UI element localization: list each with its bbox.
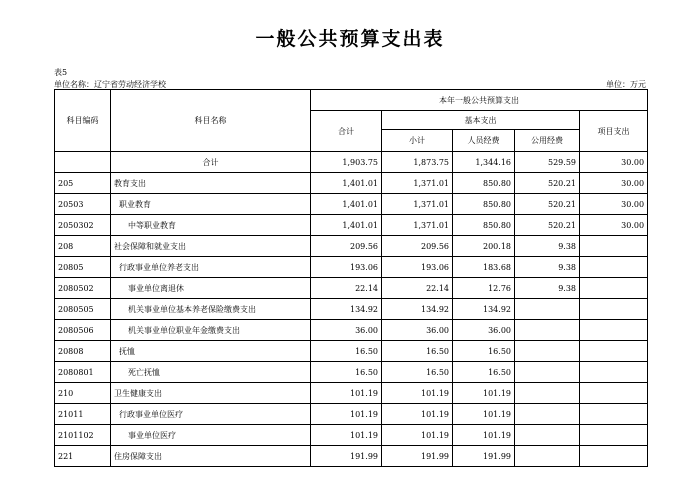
subtotal-cell: 101.19 bbox=[382, 425, 453, 446]
personnel-cell: 134.92 bbox=[453, 299, 515, 320]
total-cell: 16.50 bbox=[311, 362, 382, 383]
table-row bbox=[55, 194, 648, 215]
total-cell: 16.50 bbox=[311, 341, 382, 362]
project-cell: 30.00 bbox=[580, 194, 648, 215]
table-row bbox=[55, 383, 648, 404]
project-cell bbox=[580, 320, 648, 341]
header-current-year: 本年一般公共预算支出 bbox=[311, 90, 648, 111]
table-row bbox=[55, 173, 648, 194]
total-cell: 101.19 bbox=[311, 404, 382, 425]
personnel-cell: 850.80 bbox=[453, 173, 515, 194]
project-cell bbox=[580, 425, 648, 446]
subject-name-cell: 职业教育 bbox=[111, 194, 311, 215]
subtotal-cell: 22.14 bbox=[382, 278, 453, 299]
public-cell bbox=[515, 362, 580, 383]
total-cell: 1,401.01 bbox=[311, 173, 382, 194]
project-cell bbox=[580, 446, 648, 467]
public-cell: 529.59 bbox=[515, 152, 580, 173]
total-cell: 36.00 bbox=[311, 320, 382, 341]
subject-code-cell: 2080801 bbox=[55, 362, 111, 383]
total-cell: 1,401.01 bbox=[311, 194, 382, 215]
total-row bbox=[55, 152, 648, 173]
total-cell: 193.06 bbox=[311, 257, 382, 278]
table-row bbox=[55, 320, 648, 341]
header-basic: 基本支出 bbox=[382, 111, 580, 130]
table-row bbox=[55, 215, 648, 236]
unit-name: 单位名称：辽宁省劳动经济学校 bbox=[54, 80, 166, 89]
table-row bbox=[55, 299, 648, 320]
header-personnel: 人员经费 bbox=[453, 130, 515, 152]
subtotal-cell: 16.50 bbox=[382, 362, 453, 383]
public-cell: 9.38 bbox=[515, 236, 580, 257]
public-cell: 9.38 bbox=[515, 278, 580, 299]
subject-code-cell: 21011 bbox=[55, 404, 111, 425]
total-cell: 101.19 bbox=[311, 425, 382, 446]
project-cell bbox=[580, 404, 648, 425]
project-cell: 30.00 bbox=[580, 173, 648, 194]
currency-unit: 单位：万元 bbox=[606, 80, 646, 89]
public-cell bbox=[515, 383, 580, 404]
subject-code-cell: 2080502 bbox=[55, 278, 111, 299]
personnel-cell: 16.50 bbox=[453, 362, 515, 383]
total-label: 合计 bbox=[111, 152, 311, 173]
public-cell: 520.21 bbox=[515, 173, 580, 194]
subject-code-cell: 2050302 bbox=[55, 215, 111, 236]
public-cell bbox=[515, 299, 580, 320]
subtotal-cell: 36.00 bbox=[382, 320, 453, 341]
subtotal-cell: 1,371.01 bbox=[382, 194, 453, 215]
header-subject-code: 科目编码 bbox=[55, 90, 111, 152]
table-row bbox=[55, 425, 648, 446]
header-subtotal: 小计 bbox=[382, 130, 453, 152]
subtotal-cell: 191.99 bbox=[382, 446, 453, 467]
subject-name-cell: 抚恤 bbox=[111, 341, 311, 362]
personnel-cell: 101.19 bbox=[453, 425, 515, 446]
total-cell: 134.92 bbox=[311, 299, 382, 320]
public-cell bbox=[515, 425, 580, 446]
subject-name-cell: 行政事业单位养老支出 bbox=[111, 257, 311, 278]
subject-code-cell: 2080505 bbox=[55, 299, 111, 320]
project-cell bbox=[580, 383, 648, 404]
personnel-cell: 850.80 bbox=[453, 215, 515, 236]
table-row bbox=[55, 341, 648, 362]
subject-code-cell: 20805 bbox=[55, 257, 111, 278]
personnel-cell: 1,344.16 bbox=[453, 152, 515, 173]
subtotal-cell: 101.19 bbox=[382, 404, 453, 425]
budget-table bbox=[54, 89, 648, 467]
public-cell bbox=[515, 404, 580, 425]
table-row bbox=[55, 278, 648, 299]
subject-name-cell: 行政事业单位医疗 bbox=[111, 404, 311, 425]
subtotal-cell: 1,371.01 bbox=[382, 173, 453, 194]
subtotal-cell: 1,371.01 bbox=[382, 215, 453, 236]
subject-name-cell: 教育支出 bbox=[111, 173, 311, 194]
subject-name-cell: 事业单位医疗 bbox=[111, 425, 311, 446]
subtotal-cell: 209.56 bbox=[382, 236, 453, 257]
table-row bbox=[55, 236, 648, 257]
subject-code-cell: 2080506 bbox=[55, 320, 111, 341]
subtotal-cell: 101.19 bbox=[382, 383, 453, 404]
header-public-funds: 公用经费 bbox=[515, 130, 580, 152]
subject-name-cell: 卫生健康支出 bbox=[111, 383, 311, 404]
subtotal-cell: 193.06 bbox=[382, 257, 453, 278]
subject-code-cell: 221 bbox=[55, 446, 111, 467]
subject-code-cell: 210 bbox=[55, 383, 111, 404]
subtotal-cell: 16.50 bbox=[382, 341, 453, 362]
table-row bbox=[55, 446, 648, 467]
project-cell bbox=[580, 341, 648, 362]
personnel-cell: 191.99 bbox=[453, 446, 515, 467]
subject-code-cell: 208 bbox=[55, 236, 111, 257]
subject-name-cell: 住房保障支出 bbox=[111, 446, 311, 467]
subtotal-cell: 134.92 bbox=[382, 299, 453, 320]
subject-code-cell: 20808 bbox=[55, 341, 111, 362]
subject-code-cell: 2101102 bbox=[55, 425, 111, 446]
subtotal-cell: 1,873.75 bbox=[382, 152, 453, 173]
personnel-cell: 16.50 bbox=[453, 341, 515, 362]
total-cell: 191.99 bbox=[311, 446, 382, 467]
table-row bbox=[55, 404, 648, 425]
public-cell: 520.21 bbox=[515, 215, 580, 236]
total-cell: 1,903.75 bbox=[311, 152, 382, 173]
table-row bbox=[55, 257, 648, 278]
project-cell bbox=[580, 299, 648, 320]
table-number: 表5 bbox=[54, 68, 68, 77]
personnel-cell: 12.76 bbox=[453, 278, 515, 299]
subject-name-cell: 机关事业单位基本养老保险缴费支出 bbox=[111, 299, 311, 320]
subject-name-cell: 机关事业单位职业年金缴费支出 bbox=[111, 320, 311, 341]
header-total: 合计 bbox=[311, 111, 382, 152]
personnel-cell: 850.80 bbox=[453, 194, 515, 215]
project-cell bbox=[580, 257, 648, 278]
total-cell: 101.19 bbox=[311, 383, 382, 404]
public-cell bbox=[515, 341, 580, 362]
personnel-cell: 36.00 bbox=[453, 320, 515, 341]
subject-name-cell: 死亡抚恤 bbox=[111, 362, 311, 383]
header-subject-name: 科目名称 bbox=[111, 90, 311, 152]
personnel-cell: 101.19 bbox=[453, 404, 515, 425]
total-cell: 1,401.01 bbox=[311, 215, 382, 236]
project-cell: 30.00 bbox=[580, 215, 648, 236]
public-cell: 9.38 bbox=[515, 257, 580, 278]
public-cell bbox=[515, 320, 580, 341]
subject-code-cell: 20503 bbox=[55, 194, 111, 215]
project-cell bbox=[580, 362, 648, 383]
project-cell bbox=[580, 278, 648, 299]
personnel-cell: 200.18 bbox=[453, 236, 515, 257]
personnel-cell: 101.19 bbox=[453, 383, 515, 404]
header-project: 项目支出 bbox=[580, 111, 648, 152]
project-cell bbox=[580, 236, 648, 257]
table-row bbox=[55, 362, 648, 383]
subject-name-cell: 社会保障和就业支出 bbox=[111, 236, 311, 257]
public-cell bbox=[515, 446, 580, 467]
subject-code-cell: 205 bbox=[55, 173, 111, 194]
public-cell: 520.21 bbox=[515, 194, 580, 215]
total-cell: 209.56 bbox=[311, 236, 382, 257]
subject-name-cell: 事业单位离退休 bbox=[111, 278, 311, 299]
personnel-cell: 183.68 bbox=[453, 257, 515, 278]
project-cell: 30.00 bbox=[580, 152, 648, 173]
subject-name-cell: 中等职业教育 bbox=[111, 215, 311, 236]
page-title: 一般公共预算支出表 bbox=[255, 28, 445, 50]
total-cell: 22.14 bbox=[311, 278, 382, 299]
